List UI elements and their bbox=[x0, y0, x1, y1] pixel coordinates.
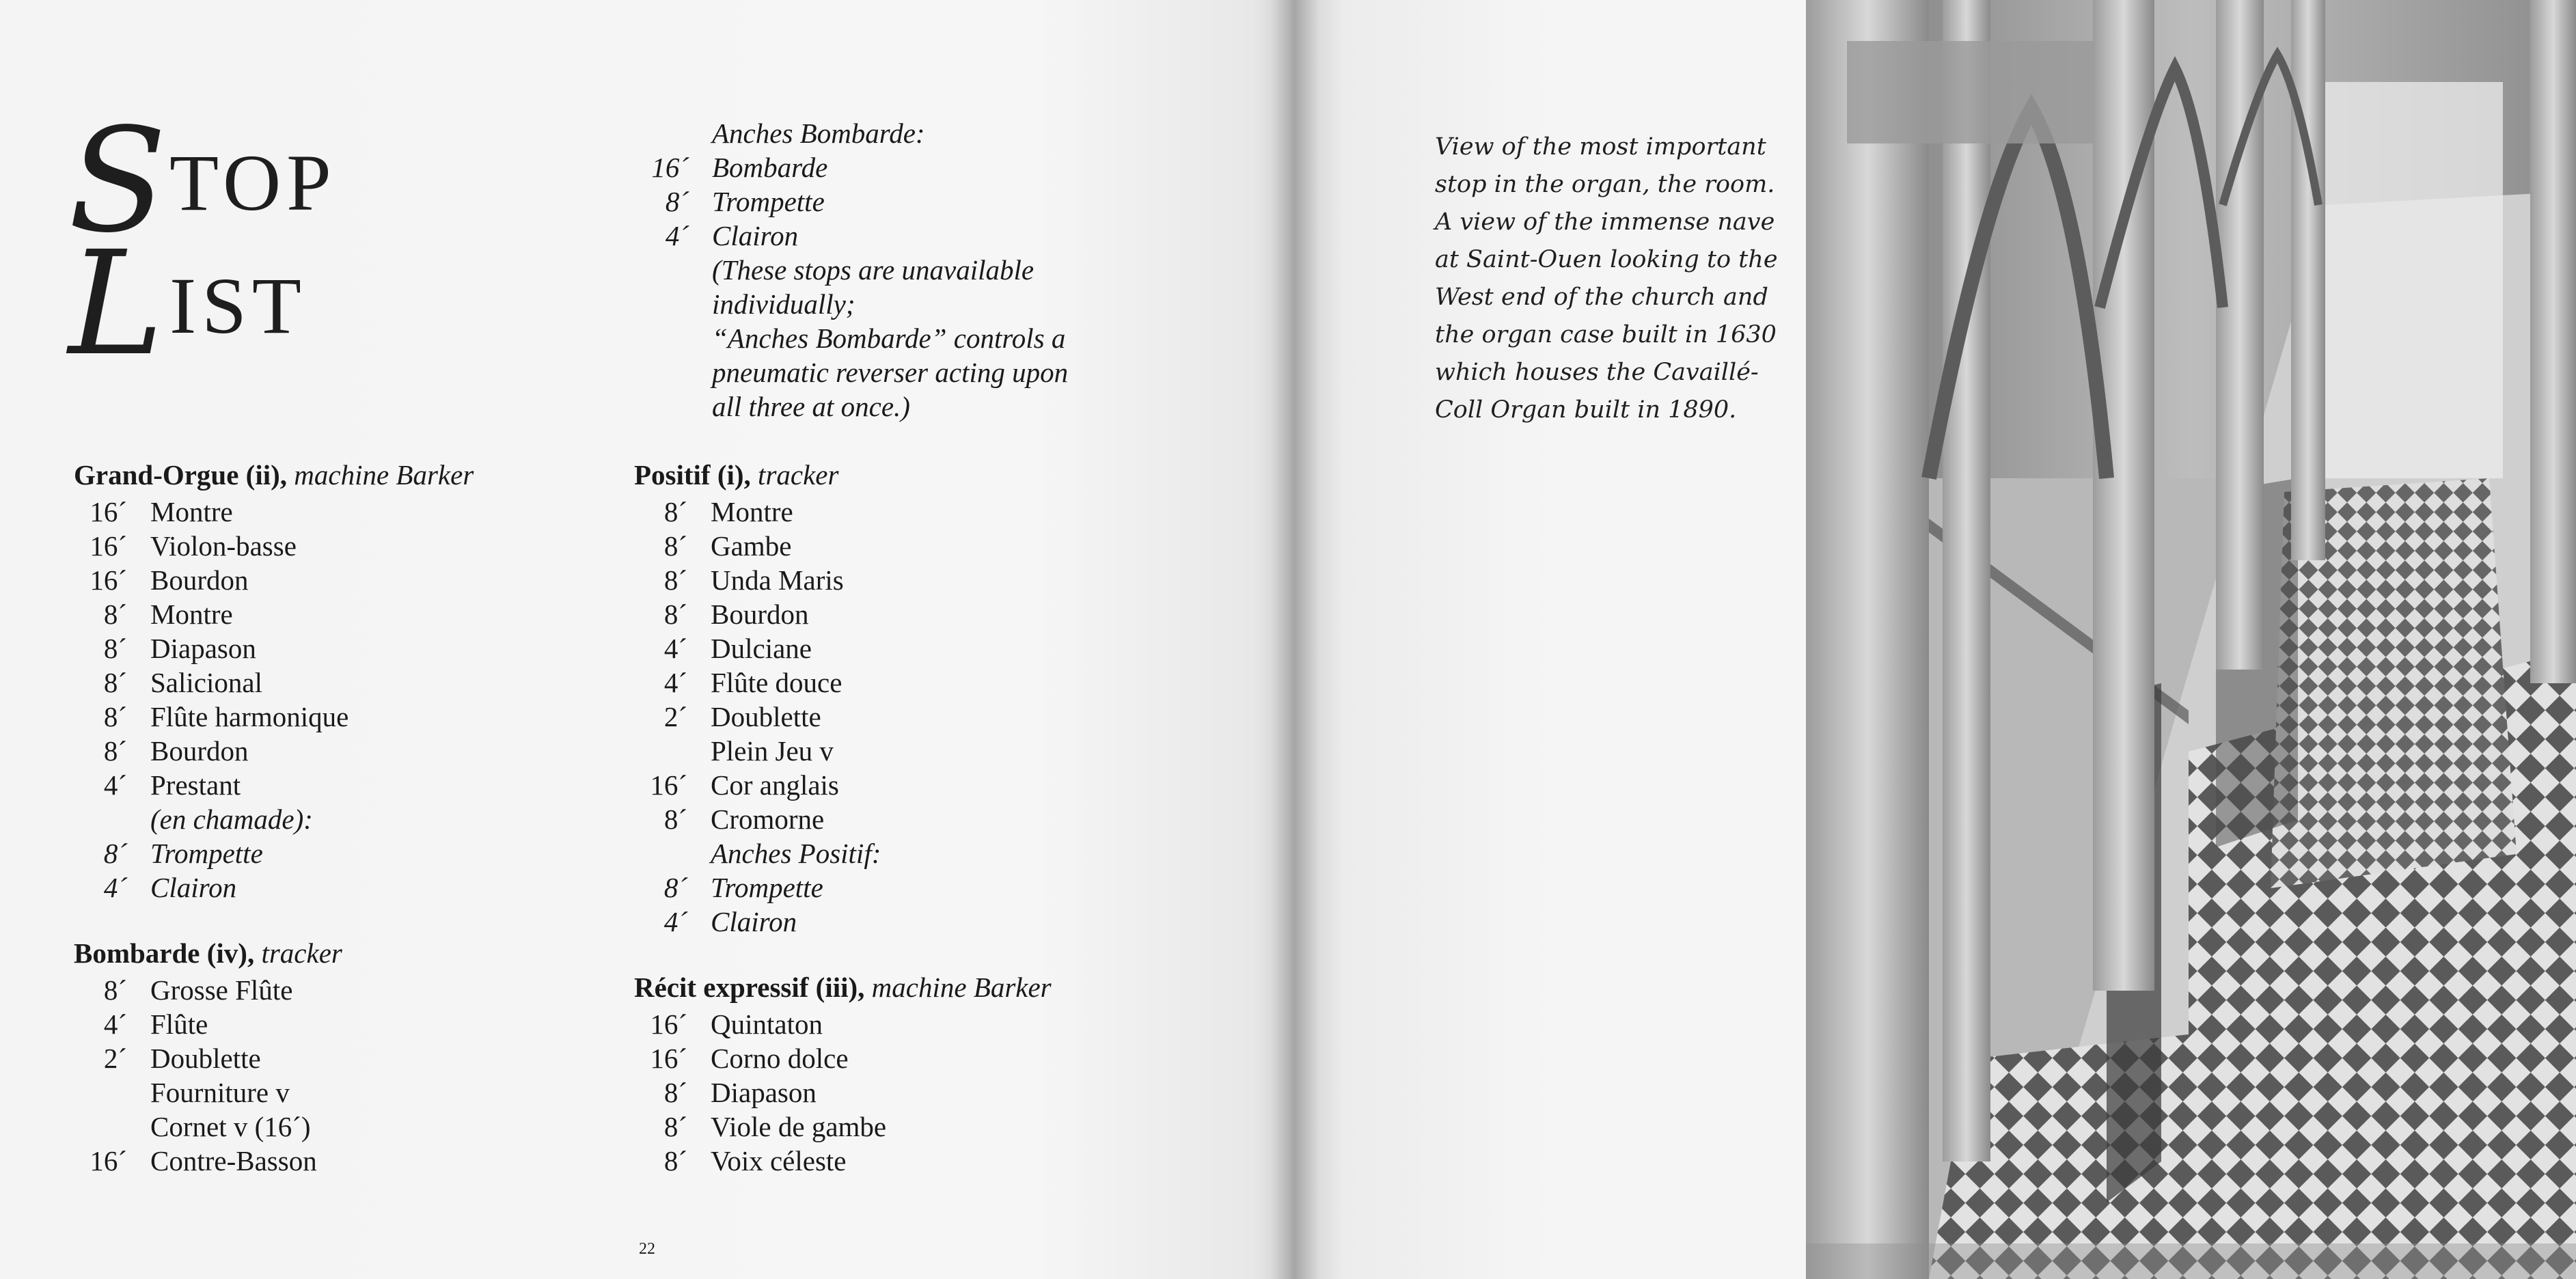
stop-name: Voix céleste bbox=[711, 1145, 847, 1177]
stop-feet: 8´ bbox=[663, 803, 687, 835]
stop-feet: 16´ bbox=[650, 769, 687, 801]
title-word: IST bbox=[169, 261, 307, 350]
stop-name: Plein Jeu v bbox=[711, 735, 834, 767]
stop-row bbox=[74, 1144, 552, 1178]
stop-row bbox=[635, 184, 1114, 219]
stop-feet: 4´ bbox=[663, 667, 687, 698]
stop-name: Gambe bbox=[711, 530, 792, 562]
stop-row bbox=[74, 973, 552, 1007]
division-action: machine Barker bbox=[871, 972, 1052, 1003]
stop-row bbox=[74, 836, 552, 870]
caption-line: Coll Organ built in 1890. bbox=[1435, 396, 1737, 424]
reeds-heading: Anches Bombarde: bbox=[712, 118, 925, 149]
stop-feet: 16´ bbox=[90, 564, 127, 596]
stop-row bbox=[74, 1041, 552, 1075]
stop-row bbox=[635, 150, 1114, 184]
stop-feet: 8´ bbox=[103, 974, 127, 1006]
stop-feet: 16´ bbox=[650, 1043, 687, 1074]
stop-feet: 4´ bbox=[103, 769, 127, 801]
stop-name: Cromorne bbox=[711, 803, 825, 835]
stop-name: Viole de gambe bbox=[711, 1111, 887, 1142]
stop-name: Bourdon bbox=[711, 599, 809, 630]
stop-row bbox=[634, 768, 1112, 802]
anches-bombarde-block bbox=[635, 116, 1114, 424]
stop-row bbox=[634, 495, 1112, 529]
stop-list-title bbox=[68, 97, 410, 387]
division-title: Récit expressif (iii), bbox=[634, 972, 865, 1003]
note-line bbox=[635, 287, 1114, 321]
stop-row bbox=[74, 631, 552, 665]
note-text: individually; bbox=[712, 288, 855, 320]
stop-name: Montre bbox=[150, 599, 233, 630]
stop-name: Clairon bbox=[150, 872, 237, 903]
nave-photograph bbox=[1806, 0, 2576, 1279]
stop-name: Prestant bbox=[150, 769, 241, 801]
bombarde-division bbox=[74, 935, 552, 1178]
stop-name: Diapason bbox=[150, 633, 256, 664]
stop-row bbox=[634, 631, 1112, 665]
stop-name: Trompette bbox=[711, 872, 823, 903]
stop-name: Quintaton bbox=[711, 1008, 823, 1040]
stop-row bbox=[74, 495, 552, 529]
stop-name: Fourniture v bbox=[150, 1077, 290, 1108]
stop-row bbox=[634, 1075, 1153, 1110]
stop-feet: 8´ bbox=[663, 1111, 687, 1142]
stop-name: Flûte bbox=[150, 1008, 208, 1040]
caption-line: the organ case built in 1630 bbox=[1435, 321, 1777, 348]
stop-name: Contre-Basson bbox=[150, 1145, 317, 1177]
grand-orgue-division bbox=[74, 456, 552, 905]
stop-name: Salicional bbox=[150, 667, 262, 698]
chamade-label-row bbox=[74, 802, 552, 836]
note-line bbox=[635, 321, 1114, 355]
stop-row bbox=[74, 734, 552, 768]
stop-row bbox=[634, 1007, 1153, 1041]
division-title: Grand-Orgue (ii), bbox=[74, 459, 288, 491]
title-line-2 bbox=[68, 220, 424, 387]
stop-row bbox=[634, 529, 1112, 563]
note-text: pneumatic reverser acting upon bbox=[712, 357, 1069, 388]
caption-line: A view of the immense nave bbox=[1435, 208, 1775, 236]
division-heading bbox=[634, 456, 1112, 493]
stop-feet: 8´ bbox=[103, 667, 127, 698]
stop-row bbox=[634, 870, 1112, 905]
reeds-label: Anches Positif: bbox=[711, 838, 881, 869]
stop-row bbox=[634, 802, 1112, 836]
caption-line: at Saint-Ouen looking to the bbox=[1435, 246, 1778, 273]
stop-feet: 4´ bbox=[665, 220, 689, 251]
stop-name: Grosse Flûte bbox=[150, 974, 293, 1006]
stop-feet: 8´ bbox=[103, 735, 127, 767]
stop-name: Bourdon bbox=[150, 564, 249, 596]
stop-name: Bourdon bbox=[150, 735, 249, 767]
stop-feet: 4´ bbox=[663, 633, 687, 664]
title-word: TOP bbox=[169, 138, 337, 228]
stop-feet: 4´ bbox=[103, 1008, 127, 1040]
division-action: tracker bbox=[758, 459, 839, 491]
stop-row bbox=[634, 700, 1112, 734]
division-title: Bombarde (iv), bbox=[74, 937, 255, 969]
stop-name: Bombarde bbox=[712, 152, 828, 183]
stop-row bbox=[74, 1075, 552, 1110]
title-swash-capital: L bbox=[68, 220, 164, 387]
stop-feet: 16´ bbox=[90, 1145, 127, 1177]
stop-name: Montre bbox=[150, 496, 233, 527]
division-action: machine Barker bbox=[294, 459, 474, 491]
stop-row bbox=[74, 597, 552, 631]
positif-division bbox=[634, 456, 1112, 939]
stop-name: Diapason bbox=[711, 1077, 817, 1108]
stop-feet: 8´ bbox=[663, 872, 687, 903]
stop-feet: 2´ bbox=[103, 1043, 127, 1074]
division-title: Positif (i), bbox=[634, 459, 751, 491]
caption-line: West end of the church and bbox=[1435, 284, 1768, 311]
stop-row bbox=[634, 905, 1112, 939]
stop-row bbox=[74, 1110, 552, 1144]
stop-feet: 8´ bbox=[103, 633, 127, 664]
note-text: (These stops are unavailable bbox=[712, 254, 1034, 286]
stop-row bbox=[634, 1041, 1153, 1075]
stop-name: Trompette bbox=[150, 838, 263, 869]
stop-row bbox=[634, 563, 1112, 597]
stop-feet: 4´ bbox=[103, 872, 127, 903]
stop-feet: 16´ bbox=[90, 530, 127, 562]
stop-feet: 4´ bbox=[663, 906, 687, 937]
stop-name: Dulciane bbox=[711, 633, 812, 664]
stop-row bbox=[634, 1110, 1153, 1144]
reeds-heading-row bbox=[635, 116, 1114, 150]
stop-feet: 8´ bbox=[103, 838, 127, 869]
note-line bbox=[635, 355, 1114, 389]
stop-row bbox=[635, 219, 1114, 253]
stop-name: Doublette bbox=[150, 1043, 261, 1074]
page-number: 22 bbox=[639, 1240, 655, 1258]
stop-row bbox=[634, 665, 1112, 700]
stop-name: Flûte harmonique bbox=[150, 701, 349, 732]
stop-row bbox=[74, 563, 552, 597]
reeds-label-row bbox=[634, 836, 1112, 870]
stop-feet: 2´ bbox=[663, 701, 687, 732]
stop-name: Clairon bbox=[712, 220, 799, 251]
stop-feet: 16´ bbox=[90, 496, 127, 527]
stop-name: Unda Maris bbox=[711, 564, 844, 596]
stop-row bbox=[634, 1144, 1153, 1178]
stop-row bbox=[74, 870, 552, 905]
stop-row bbox=[74, 700, 552, 734]
chamade-label: (en chamade): bbox=[150, 803, 313, 835]
stop-name: Doublette bbox=[711, 701, 821, 732]
stop-feet: 8´ bbox=[103, 701, 127, 732]
photo-caption bbox=[1435, 128, 1777, 429]
stop-row bbox=[74, 665, 552, 700]
note-text: “Anches Bombarde” controls a bbox=[712, 322, 1066, 354]
stop-feet: 8´ bbox=[663, 599, 687, 630]
stop-feet: 8´ bbox=[663, 1145, 687, 1177]
stop-feet: 8´ bbox=[665, 186, 689, 217]
stop-row bbox=[634, 597, 1112, 631]
stop-feet: 8´ bbox=[663, 1077, 687, 1108]
title-swash-capital: S bbox=[68, 97, 167, 264]
recit-division bbox=[634, 969, 1153, 1178]
stop-feet: 16´ bbox=[651, 152, 689, 183]
stop-name: Clairon bbox=[711, 906, 797, 937]
caption-line: which houses the Cavaillé- bbox=[1435, 359, 1759, 386]
stop-feet: 8´ bbox=[663, 530, 687, 562]
stop-feet: 8´ bbox=[663, 564, 687, 596]
caption-line: View of the most important bbox=[1435, 133, 1766, 161]
stop-feet: 8´ bbox=[663, 496, 687, 527]
division-action: tracker bbox=[261, 937, 342, 969]
stop-row bbox=[74, 1007, 552, 1041]
note-line bbox=[635, 389, 1114, 424]
division-heading bbox=[74, 456, 552, 493]
stop-name: Montre bbox=[711, 496, 793, 527]
stop-name: Violon-basse bbox=[150, 530, 297, 562]
division-heading bbox=[74, 935, 552, 972]
note-text: all three at once.) bbox=[712, 391, 910, 422]
book-gutter bbox=[1271, 0, 1319, 1279]
note-line bbox=[635, 253, 1114, 287]
stop-feet: 16´ bbox=[650, 1008, 687, 1040]
stop-name: Cor anglais bbox=[711, 769, 839, 801]
stop-name: Cornet v (16´) bbox=[150, 1111, 311, 1142]
stop-row bbox=[634, 734, 1112, 768]
stop-name: Trompette bbox=[712, 186, 825, 217]
stop-name: Corno dolce bbox=[711, 1043, 849, 1074]
stop-feet: 8´ bbox=[103, 599, 127, 630]
division-heading bbox=[634, 969, 1153, 1006]
caption-line: stop in the organ, the room. bbox=[1435, 171, 1775, 198]
stop-row bbox=[74, 768, 552, 802]
stop-row bbox=[74, 529, 552, 563]
stop-name: Flûte douce bbox=[711, 667, 842, 698]
